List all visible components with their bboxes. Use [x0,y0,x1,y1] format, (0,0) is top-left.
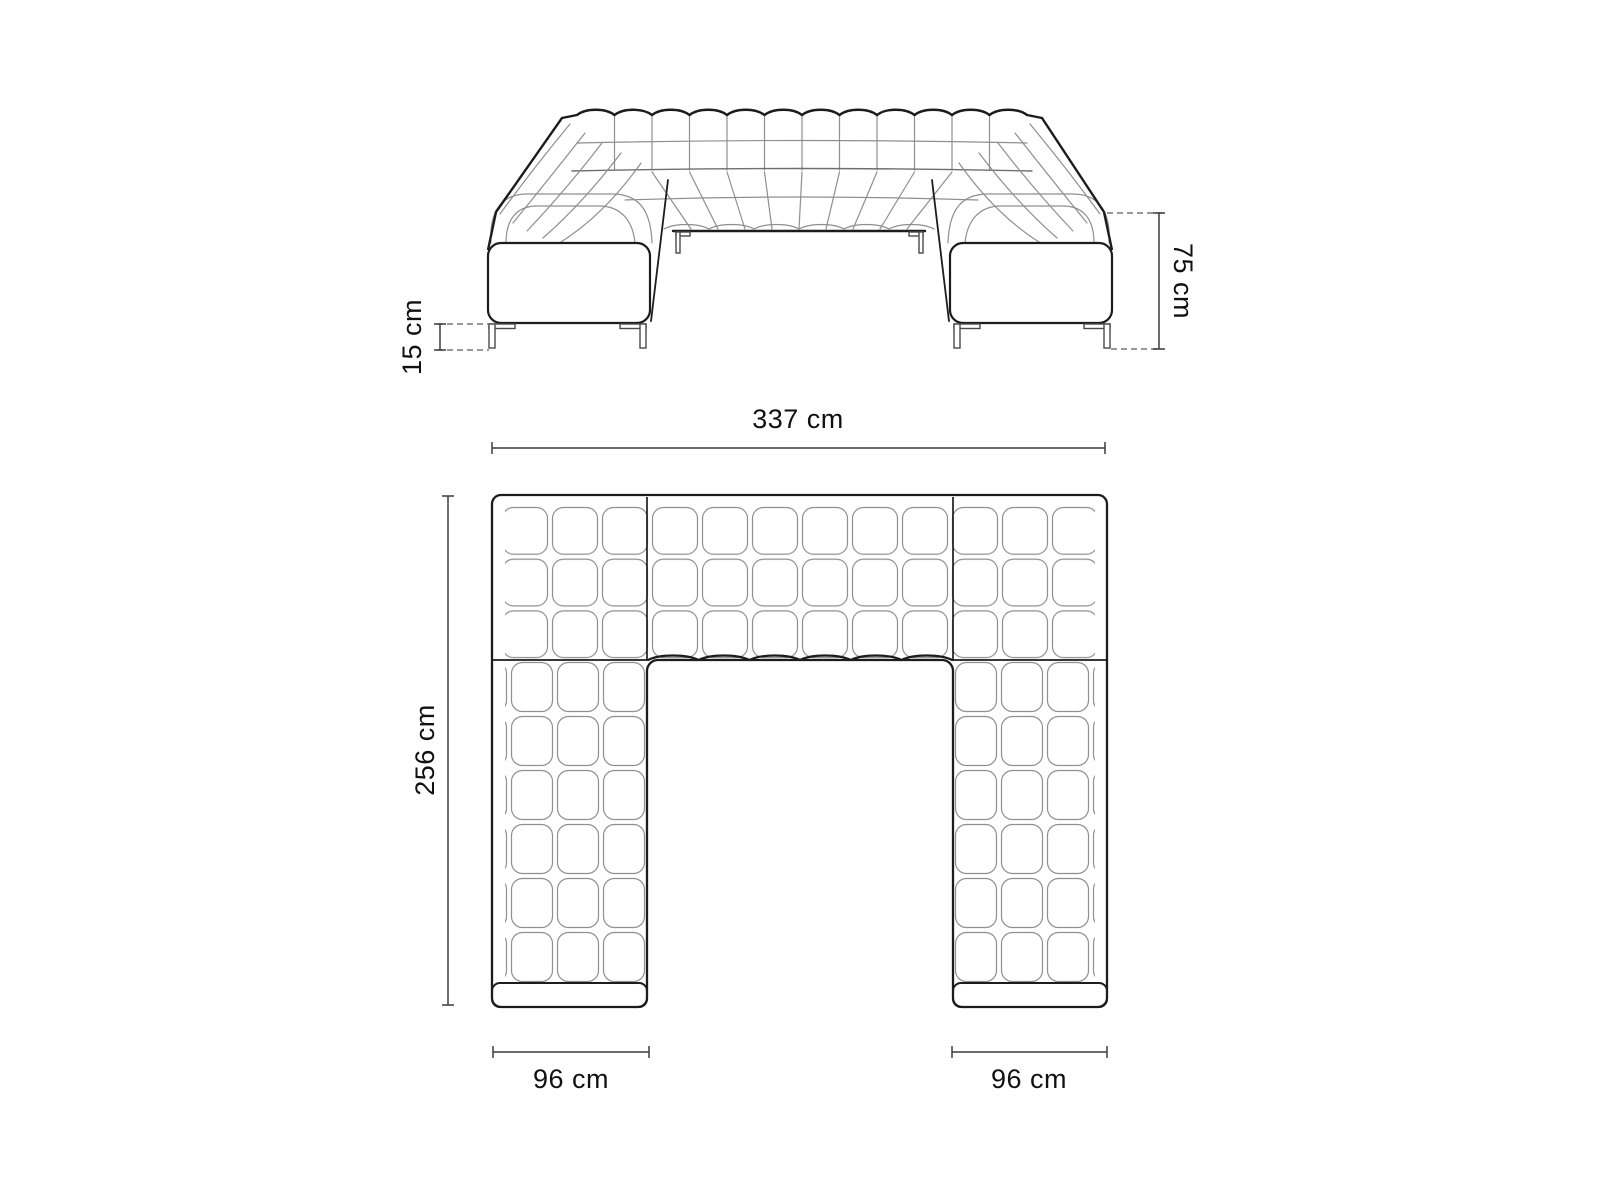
right-arm-front-panel [950,243,1112,323]
plan-quilting [505,505,1095,982]
dimension-label-total-depth: 256 cm [410,704,441,796]
top-plan-view [410,404,1107,1094]
plan-quilting-back-band [505,505,1095,660]
dimension-label-right-arm-width: 96 cm [990,1064,1068,1094]
dimension-total-depth [410,496,454,1005]
dimension-left-arm-width [493,1046,649,1094]
right-arm-plinth [953,983,1107,1007]
dimension-label-total-height: 75 cm [1167,242,1198,320]
dimension-total-height [1107,213,1198,349]
dimension-right-arm-width [952,1046,1107,1094]
left-arm-front-panel [488,243,650,323]
dimension-label-left-arm-width: 96 cm [532,1064,610,1094]
elevation-tufting-lines [491,116,1109,243]
front-elevation-view [397,110,1198,375]
left-arm-plinth [492,983,647,1007]
dimension-label-leg-height: 15 cm [397,298,428,376]
plan-quilting-left-arm [505,660,647,982]
dimension-total-width [492,404,1105,454]
dimension-label-total-width: 337 cm [752,404,844,434]
plan-quilting-right-arm [953,660,1095,982]
dimension-leg-height [397,299,489,375]
